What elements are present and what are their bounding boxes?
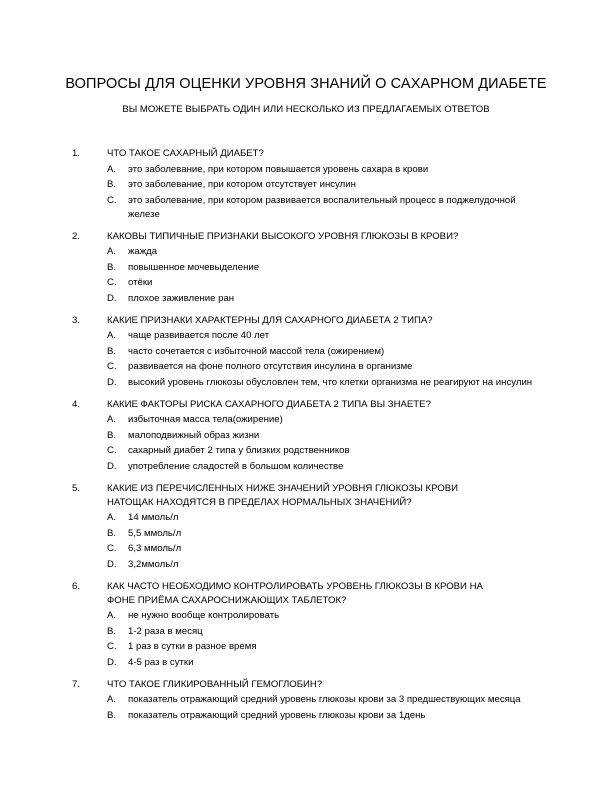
answer-option	[0, 429, 612, 443]
question-number: 4.	[72, 398, 81, 410]
answer-text: высокий уровень глюкозы обусловлен тем, что клетки организма не реагируют на инсулин	[128, 376, 533, 388]
answer-text: 1-2 раза в месяц	[128, 625, 203, 637]
answer-letter: B.	[107, 527, 117, 539]
answer-option	[0, 413, 612, 427]
answer-letter: D.	[107, 558, 117, 570]
answer-list	[0, 329, 612, 390]
answer-text: это заболевание, при котором развивается воспалительный процесс в поджелудочной железе	[128, 194, 516, 220]
answer-letter: C.	[107, 361, 117, 372]
question-item	[0, 398, 612, 474]
answer-letter: B.	[107, 179, 117, 190]
question-item	[0, 147, 612, 222]
answer-letter: D.	[107, 656, 117, 668]
answer-option	[0, 376, 612, 390]
question-text: КАКИЕ ФАКТОРЫ РИСКА САХАРНОГО ДИАБЕТА 2 ТИПА ВЫ ЗНАЕТЕ?	[107, 398, 431, 410]
answer-option	[0, 163, 612, 177]
answer-letter: A.	[107, 163, 117, 175]
answer-letter: A.	[107, 330, 117, 341]
answer-letter: C.	[107, 543, 117, 554]
answer-option	[0, 527, 612, 541]
answer-option	[0, 292, 612, 306]
answer-option	[0, 609, 612, 623]
answer-option	[0, 178, 612, 192]
answer-option	[0, 460, 612, 474]
answer-text: чаще развивается после 40 лет	[128, 330, 270, 341]
answer-text: 3,2ммоль/л	[128, 558, 179, 570]
answer-text: не нужно вообще контролировать	[128, 610, 280, 621]
answer-text: отёки	[128, 277, 153, 288]
answer-letter: B.	[107, 709, 117, 721]
page-subtitle: ВЫ МОЖЕТЕ ВЫБРАТЬ ОДИН ИЛИ НЕСКОЛЬКО ИЗ ПРЕДЛАГАЕМЫХ ОТВЕТОВ	[122, 104, 490, 115]
answer-list	[0, 693, 612, 723]
question-item	[0, 230, 612, 306]
answer-text: это заболевание, при котором отсутствует инсулин	[128, 179, 356, 190]
question-item	[0, 678, 612, 723]
answer-option	[0, 511, 612, 525]
question-text: ЧТО ТАКОЕ ГЛИКИРОВАННЫЙ ГЕМОГЛОБИН?	[107, 678, 323, 690]
answer-letter: D.	[107, 376, 117, 388]
answer-text: употребление сладостей в большом количестве	[128, 460, 344, 472]
answer-letter: C.	[107, 194, 117, 206]
question-item	[0, 314, 612, 390]
question-number: 2.	[72, 230, 81, 242]
answer-option	[0, 245, 612, 259]
answer-letter: B.	[107, 429, 117, 441]
question-text: КАКИЕ ИЗ ПЕРЕЧИСЛЕННЫХ НИЖЕ ЗНАЧЕНИЙ УРОВНЯ ГЛЮКОЗЫ КРОВИ НАТОЩАК НАХОДЯТСЯ В ПРЕДЕЛАХ НОРМАЛЬНЫХ ЗНАЧЕНИЙ?	[107, 482, 459, 508]
answer-letter: C.	[107, 445, 117, 456]
answer-option	[0, 194, 612, 222]
answer-letter: B.	[107, 261, 117, 273]
answer-letter: C.	[107, 277, 117, 288]
answer-option	[0, 640, 612, 654]
answer-letter: A.	[107, 694, 117, 705]
answer-text: избыточная масса тела(ожирение)	[128, 414, 283, 425]
answer-list	[0, 511, 612, 572]
answer-text: плохое заживление ран	[128, 292, 235, 304]
answer-option	[0, 709, 612, 723]
answer-text: жажда	[128, 246, 158, 257]
answer-list	[0, 413, 612, 474]
answer-letter: A.	[107, 512, 117, 523]
question-item	[0, 580, 612, 670]
question-text: КАК ЧАСТО НЕОБХОДИМО КОНТРОЛИРОВАТЬ УРОВЕНЬ ГЛЮКОЗЫ В КРОВИ НА ФОНЕ ПРИЁМА САХАРОСНИЖАЮЩИХ ТАБЛЕТОК?	[107, 580, 483, 606]
question-number: 3.	[72, 314, 81, 326]
answer-letter: A.	[107, 414, 117, 425]
answer-option	[0, 261, 612, 275]
answer-text: развивается на фоне полного отсутствия инсулина в организме	[128, 361, 413, 372]
answer-letter: D.	[107, 292, 117, 304]
answer-option	[0, 693, 612, 707]
answer-text: малоподвижный образ жизни	[128, 429, 260, 441]
page-title: ВОПРОСЫ ДЛЯ ОЦЕНКИ УРОВНЯ ЗНАНИЙ О САХАРНОМ ДИАБЕТЕ	[65, 76, 547, 92]
question-number: 1.	[72, 148, 81, 159]
answer-letter: B.	[107, 345, 117, 357]
answer-option	[0, 656, 612, 670]
answer-text: 14 ммоль/л	[128, 512, 179, 523]
answer-text: 6,3 ммоль/л	[128, 543, 182, 554]
question-list	[0, 147, 612, 731]
question-number: 7.	[72, 678, 81, 690]
answer-letter: B.	[107, 625, 117, 637]
answer-list	[0, 245, 612, 306]
answer-text: часто сочетается с избыточной массой тела (ожирением)	[128, 345, 385, 357]
answer-text: показатель отражающий средний уровень глюкозы крови за 3 предшествующих месяца	[128, 694, 521, 705]
answer-text: повышенное мочевыделение	[128, 261, 260, 273]
answer-letter: A.	[107, 610, 117, 621]
answer-letter: D.	[107, 460, 117, 472]
question-text: КАКОВЫ ТИПИЧНЫЕ ПРИЗНАКИ ВЫСОКОГО УРОВНЯ ГЛЮКОЗЫ В КРОВИ?	[107, 230, 459, 242]
answer-text: 5,5 ммоль/л	[128, 527, 182, 539]
question-number: 6.	[72, 580, 81, 592]
answer-letter: A.	[107, 246, 117, 257]
answer-text: 4-5 раз в сутки	[128, 656, 194, 668]
answer-option	[0, 542, 612, 556]
answer-option	[0, 625, 612, 639]
answer-option	[0, 360, 612, 374]
answer-option	[0, 444, 612, 458]
question-text: КАКИЕ ПРИЗНАКИ ХАРАКТЕРНЫ ДЛЯ САХАРНОГО ДИАБЕТА 2 ТИПА?	[107, 314, 433, 326]
question-text: ЧТО ТАКОЕ САХАРНЫЙ ДИАБЕТ?	[107, 148, 264, 159]
answer-option	[0, 558, 612, 572]
answer-list	[0, 609, 612, 670]
answer-text: 1 раз в сутки в разное время	[128, 641, 257, 652]
answer-text: сахарный диабет 2 типа у близких родственников	[128, 445, 350, 456]
answer-letter: C.	[107, 641, 117, 652]
question-number: 5.	[72, 482, 81, 494]
answer-list	[0, 163, 612, 222]
answer-option	[0, 329, 612, 343]
answer-option	[0, 276, 612, 290]
answer-text: показатель отражающий средний уровень глюкозы крови за 1день	[128, 709, 426, 721]
answer-text: это заболевание, при котором повышается уровень сахара в крови	[128, 163, 429, 175]
answer-option	[0, 345, 612, 359]
question-item	[0, 482, 612, 572]
